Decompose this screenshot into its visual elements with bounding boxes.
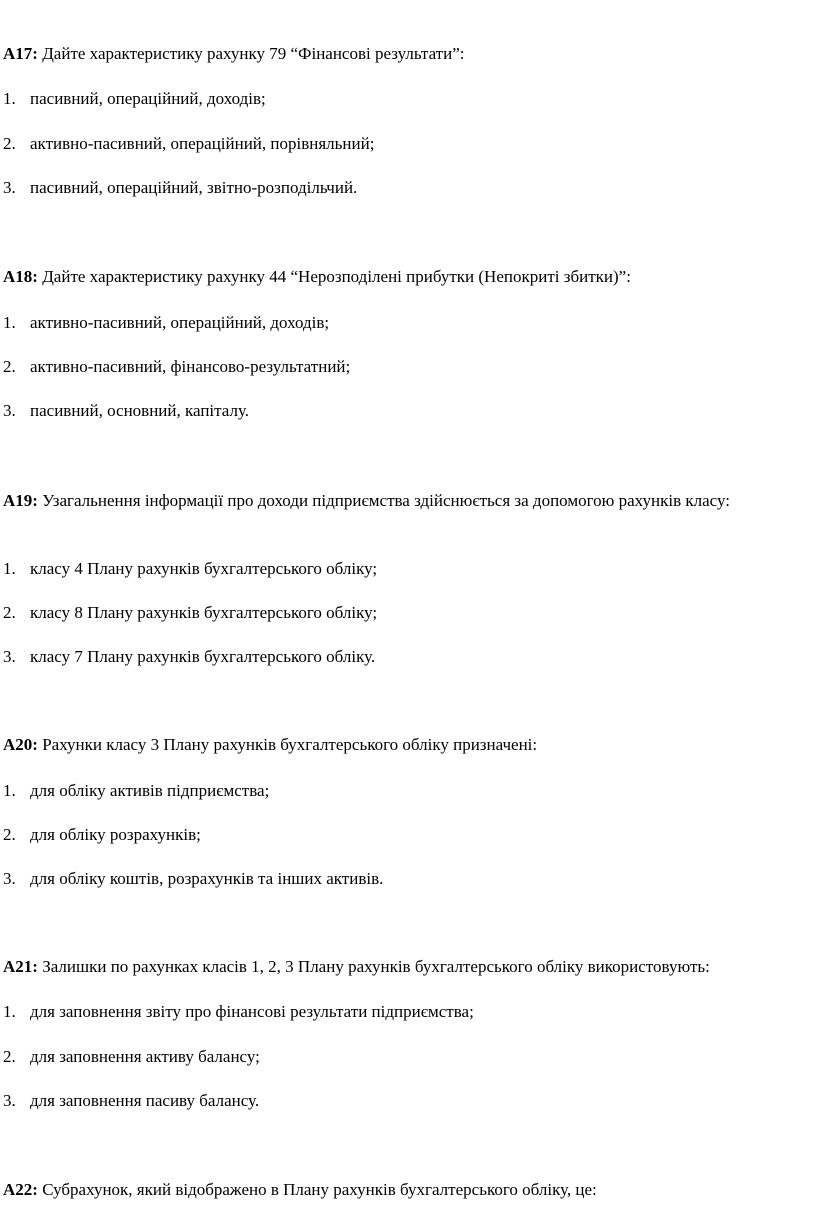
option-text: для обліку розрахунків; <box>30 825 201 844</box>
option-number: 3. <box>3 1091 16 1110</box>
question-text: Дайте характеристику рахунку 44 “Нерозподілені прибутки (Непокриті збитки)”: <box>42 267 631 286</box>
question-number: A19: <box>3 491 38 510</box>
option-text: активно-пасивний, операційний, доходів; <box>30 313 330 332</box>
option-number: 1. <box>3 1002 16 1021</box>
question-number: A20: <box>3 735 38 754</box>
option-text: активно-пасивний, фінансово-результатний; <box>30 357 351 376</box>
option-number: 2. <box>3 603 16 622</box>
answer-option-3 <box>3 177 357 199</box>
question-text: Дайте характеристику рахунку 79 “Фінансові результати”: <box>42 44 465 63</box>
answer-option-1 <box>3 312 329 334</box>
option-number: 1. <box>3 89 16 108</box>
option-text: активно-пасивний, операційний, порівняльний; <box>30 134 375 153</box>
answer-option-3 <box>3 646 375 668</box>
option-text: класу 4 Плану рахунків бухгалтерського обліку; <box>30 559 378 578</box>
option-number: 1. <box>3 559 16 578</box>
option-number: 2. <box>3 825 16 844</box>
question-text: Рахунки класу 3 Плану рахунків бухгалтерського обліку призначені: <box>42 735 538 754</box>
question-text: Узагальнення інформації про доходи підприємства здійснюється за допомогою рахунків класу: <box>42 491 730 510</box>
option-text: класу 8 Плану рахунків бухгалтерського обліку; <box>30 603 378 622</box>
option-text: для заповнення активу балансу; <box>30 1047 260 1066</box>
question-stem <box>3 734 808 756</box>
option-number: 3. <box>3 178 16 197</box>
answer-option-1 <box>3 780 269 802</box>
question-number: A22: <box>3 1180 38 1199</box>
option-number: 3. <box>3 401 16 420</box>
answer-option-2 <box>3 824 201 846</box>
question-number: A21: <box>3 957 38 976</box>
option-number: 3. <box>3 869 16 888</box>
question-a18 <box>3 266 808 420</box>
question-a21 <box>3 956 808 1110</box>
question-stem <box>3 43 808 65</box>
question-text: Субрахунок, який відображено в Плану рахунків бухгалтерського обліку, це: <box>42 1180 597 1199</box>
question-stem <box>3 490 808 512</box>
option-text: пасивний, основний, капіталу. <box>30 401 249 420</box>
question-text: Залишки по рахунках класів 1, 2, 3 Плану рахунків бухгалтерського обліку використовують: <box>42 957 710 976</box>
answer-option-3 <box>3 400 249 422</box>
answer-option-3 <box>3 868 383 890</box>
option-number: 1. <box>3 313 16 332</box>
question-a22 <box>3 1179 808 1201</box>
question-stem <box>3 1179 808 1201</box>
option-text: пасивний, операційний, звітно-розподільчий. <box>30 178 358 197</box>
question-a20 <box>3 734 808 888</box>
answer-option-1 <box>3 1001 474 1023</box>
question-stem <box>3 956 808 978</box>
option-number: 2. <box>3 134 16 153</box>
answer-option-1 <box>3 88 266 110</box>
option-text: для заповнення звіту про фінансові результати підприємства; <box>30 1002 474 1021</box>
option-text: для обліку коштів, розрахунків та інших активів. <box>30 869 384 888</box>
answer-option-2 <box>3 133 374 155</box>
answer-option-2 <box>3 1046 260 1068</box>
option-number: 3. <box>3 647 16 666</box>
answer-option-2 <box>3 356 350 378</box>
question-stem <box>3 266 808 288</box>
option-text: для обліку активів підприємства; <box>30 781 270 800</box>
option-text: пасивний, операційний, доходів; <box>30 89 266 108</box>
answer-option-2 <box>3 602 377 624</box>
question-number: A18: <box>3 267 38 286</box>
answer-option-1 <box>3 558 377 580</box>
option-number: 2. <box>3 1047 16 1066</box>
option-number: 1. <box>3 781 16 800</box>
option-text: класу 7 Плану рахунків бухгалтерського обліку. <box>30 647 376 666</box>
question-number: A17: <box>3 44 38 63</box>
question-a17 <box>3 43 808 197</box>
option-number: 2. <box>3 357 16 376</box>
question-a19 <box>3 490 808 666</box>
answer-option-3 <box>3 1090 259 1112</box>
option-text: для заповнення пасиву балансу. <box>30 1091 260 1110</box>
